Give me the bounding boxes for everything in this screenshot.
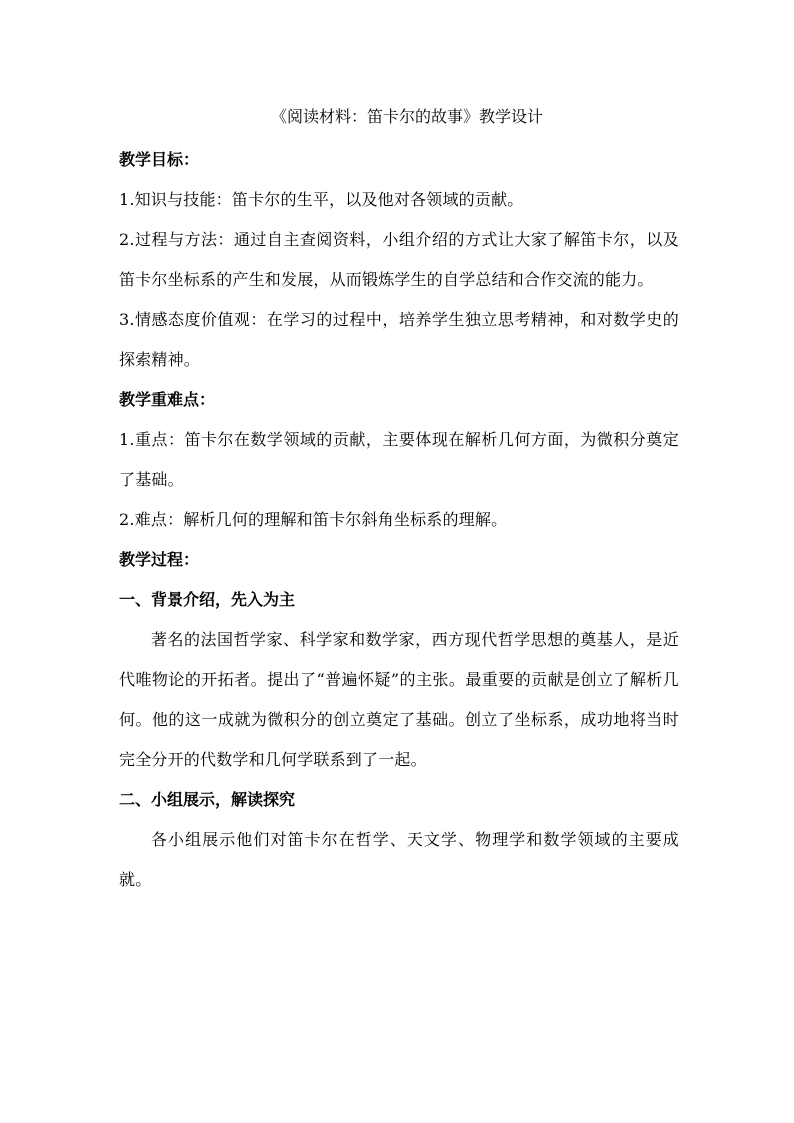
key-point-item-1: 1.重点：笛卡尔在数学领域的贡献，主要体现在解析几何方面，为微积分奠定了基础。 xyxy=(119,430,679,489)
process-heading: 教学过程： xyxy=(119,550,200,569)
process-part2-heading: 二、小组展示，解读探究 xyxy=(119,790,296,809)
objectives-heading: 教学目标： xyxy=(119,150,200,169)
document-title: 《阅读材料：笛卡尔的故事》教学设计 xyxy=(270,107,543,126)
key-point-item-2: 2.难点：解析几何的理解和笛卡尔斜角坐标系的理解。 xyxy=(119,510,508,529)
objective-item-2: 2.过程与方法：通过自主查阅资料，小组介绍的方式让大家了解笛卡尔，以及笛卡尔坐标系的产生和发展，从而锻炼学生的自学总结和合作交流的能力。 xyxy=(119,230,679,289)
process-part2-text: 各小组展示他们对笛卡尔在哲学、天文学、物理学和数学领域的主要成就。 xyxy=(119,830,679,889)
key-points-heading: 教学重难点： xyxy=(119,390,216,409)
objective-item-1: 1.知识与技能：笛卡尔的生平，以及他对各领域的贡献。 xyxy=(119,190,524,209)
document-body xyxy=(119,140,679,900)
objective-item-3: 3.情感态度价值观：在学习的过程中，培养学生独立思考精神，和对数学史的探索精神。 xyxy=(119,310,679,369)
process-part1-heading: 一、背景介绍，先入为主 xyxy=(119,590,296,609)
process-part1-text: 著名的法国哲学家、科学家和数学家，西方现代哲学思想的奠基人，是近代唯物论的开拓者。提出了“普遍怀疑”的主张。最重要的贡献是创立了解析几何。他的这一成就为微积分的创立奠定了基础。创立了坐标系，成功地将当时完全分开的代数学和几何学联系到了一起。 xyxy=(119,630,679,769)
